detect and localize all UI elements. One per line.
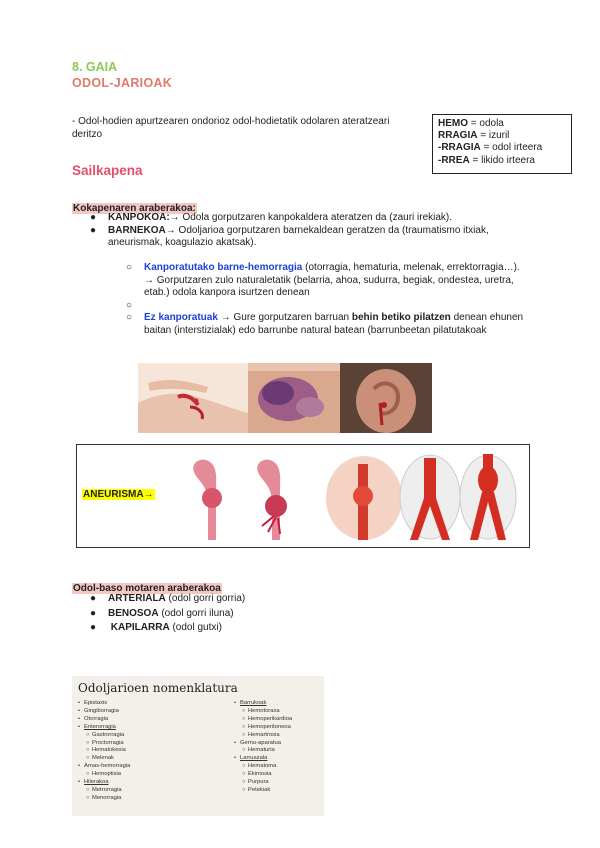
definition-row: HEMO = odola [438, 118, 504, 129]
section-title: Sailkapena [72, 163, 143, 178]
nomenclature-item: • Hilerakoa [78, 779, 109, 786]
list-item: ● KAPILARRA (odol gutxi) [90, 622, 222, 633]
nomenclature-column-2 [234, 700, 292, 795]
nomenclature-item: ○ Menorragia [86, 794, 122, 801]
internal-sublist [126, 262, 530, 337]
list-item: ○ Kanporatutako barne-hemorragia (otorragia, hematuria, melenak, errektorragia…). → Gorputzaren zulo naturaletatik (belarria, ahoa, sudurra, begiak, ondestea, uretra, etab.) odola kanpora isurtzen denean [126, 262, 520, 298]
nomenclature-item: ○ Petekiak [242, 786, 271, 793]
aneurysm-vessel-illustration [188, 454, 306, 540]
nomenclature-item: • Enterorragia [78, 723, 116, 730]
ear-bleeding-photo [340, 363, 432, 433]
definition-row: -RRAGIA = odol irteera [438, 142, 543, 154]
nomenclature-item: • Larruazala [234, 755, 268, 762]
nomenclature-item: ○ Hemoperitoneoa [242, 723, 291, 730]
vessel-list [90, 592, 390, 636]
nomenclature-item: • Otorragia [78, 715, 109, 722]
definition-row: -RREA = likido irteera [438, 154, 535, 166]
definition-row: RRAGIA = izuril [438, 130, 510, 142]
nomenclature-item: • Barrukoak [234, 700, 267, 706]
nomenclature-item: ○ Purpura [242, 779, 269, 786]
aorta-aneurysm-illustration [322, 454, 518, 540]
nomenclature-item: ○ Hemotoraxa [242, 707, 280, 714]
definitions-box [432, 114, 572, 174]
page-title: ODOL-JARIOAK [72, 76, 173, 90]
nomenclature-item: ○ Hemoperikardioa [242, 715, 293, 722]
hand-wound-photo [138, 363, 248, 433]
nomenclature-item: ○ Gastrorragia [86, 731, 125, 738]
nomenclature-item: ○ Hematokesia [86, 747, 126, 754]
nomenclature-item: • Epistaxis [78, 700, 108, 706]
nomenclature-item: ○ Hematuria [242, 747, 275, 754]
bruise-photo [248, 363, 340, 433]
list-item: ● KANPOKOA:→ Odola gorputzaren kanpokaldera ateratzen da (zauri irekiak). [90, 212, 453, 223]
aneurysm-label: ANEURISMA→ [83, 489, 154, 500]
chapter-number: 8. GAIA [72, 60, 118, 74]
nomenclature-item: ○ Hemartrosia [242, 731, 280, 738]
nomenclature-item: • Arnas-hemorragia [78, 763, 131, 770]
list-item: ○ Ez kanporatuak → Gure gorputzaren barruan behin betiko pilatzen denean ehunen baitan (interstizialak) edo barrunbe natural batean (barrunbeetan pilatutakoak [126, 312, 524, 336]
nomenclature-item: ○ Ekimosia [242, 771, 272, 778]
nomenclature-item: ○ Metrorragia [86, 786, 122, 793]
nomenclature-item: ○ Hematoma [242, 763, 277, 770]
nomenclature-column-1 [78, 700, 130, 803]
list-item: ● ARTERIALA (odol gorri gorria) [90, 593, 246, 604]
vessel-heading: Odol-baso motaren araberakoa [73, 583, 221, 594]
nomenclature-item: • Gernu-aparatua [234, 739, 281, 746]
location-heading: Kokapenaren araberakoa: [73, 203, 196, 214]
location-list [90, 212, 510, 250]
nomenclature-panel [72, 676, 324, 816]
nomenclature-title: Odoljarioen nomenklatura [78, 681, 238, 695]
list-item: ● BARNEKOA→ Odoljarioa gorputzaren barnekaldean geratzen da (traumatismo itxiak, aneurismak, koagulazio akatsak). [90, 224, 489, 248]
nomenclature-item: ○ Proctorragia [86, 739, 124, 746]
list-item: ○ [126, 299, 133, 311]
nomenclature-item: ○ Hemoptisia [86, 771, 121, 778]
nomenclature-item: ○ Melenak [86, 755, 114, 762]
intro-paragraph: - Odol-hodien apurtzearen ondorioz odol-hodietatik odolaren ateratzeari deritzo [72, 116, 390, 140]
list-item: ● BENOSOA (odol gorri iluna) [90, 607, 234, 619]
nomenclature-item: • Gingiborragia [78, 707, 119, 714]
